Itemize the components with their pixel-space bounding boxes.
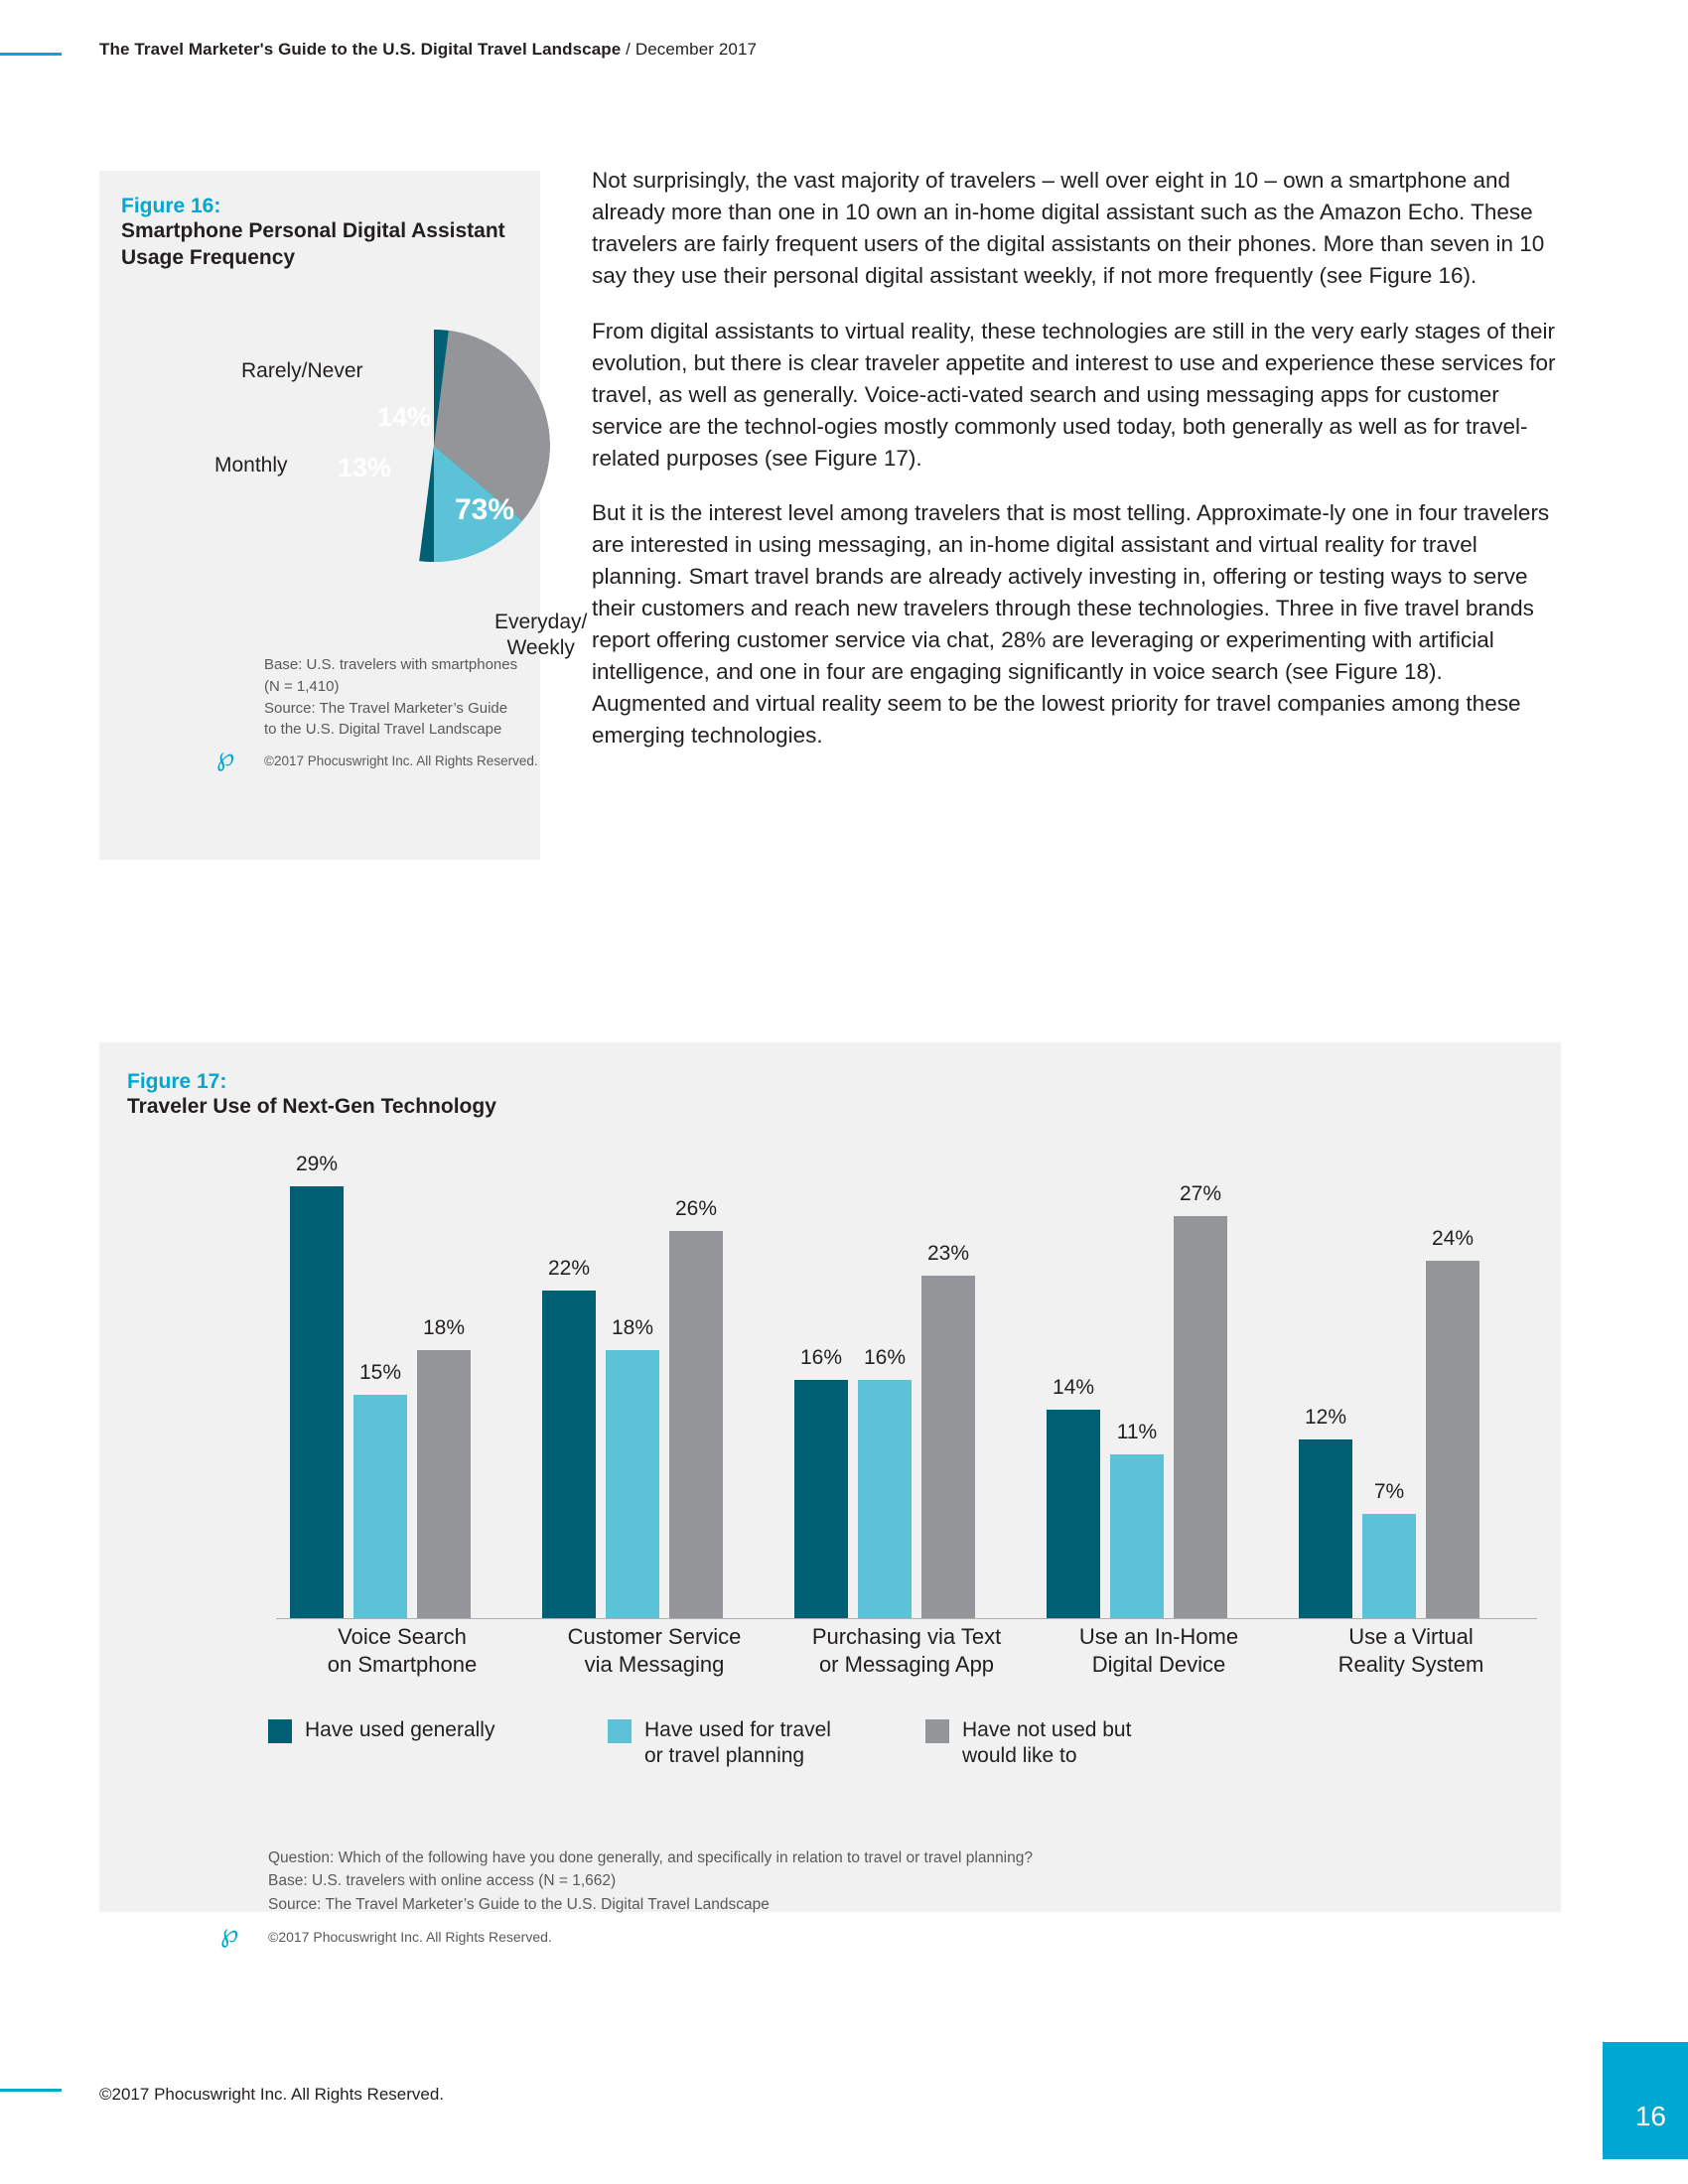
category-label-voice-search: Voice Search on Smartphone: [327, 1624, 478, 1677]
figure-17-copyright: ©2017 Phocuswright Inc. All Rights Reserved.: [268, 1929, 552, 1945]
pie-value-rarely-never: 14%: [377, 402, 432, 432]
bar-value-label: 16%: [799, 1346, 843, 1369]
figure-16-panel: [99, 171, 588, 860]
bar-in-home-travel: [1110, 1421, 1164, 1618]
category-label-virtual-reality: Use a Virtual Reality System: [1337, 1624, 1484, 1677]
bar-value-label: 29%: [295, 1153, 339, 1175]
pie-label-everyday-weekly: Everyday/ Weekly: [494, 611, 588, 660]
figure-17-label: Figure 17:: [127, 1070, 227, 1093]
pie-value-everyday-weekly: 73%: [455, 493, 515, 526]
legend-swatch-dark-icon: [268, 1719, 292, 1743]
header-separator: /: [626, 40, 631, 59]
figure-17-chart: [127, 1153, 1537, 1677]
phocuswright-logo-icon-2: ℘: [220, 1918, 239, 1948]
bar-value-label: 12%: [1304, 1406, 1347, 1429]
bar-value-label: 24%: [1431, 1227, 1475, 1250]
bar-value-label: 15%: [358, 1361, 402, 1384]
bar-value-label: 11%: [1116, 1421, 1158, 1443]
bar-purchasing-would-like: [921, 1242, 975, 1618]
legend-label-have-used-generally: Have used generally: [305, 1718, 495, 1741]
category-label-in-home-device: Use an In-Home Digital Device: [1078, 1624, 1239, 1677]
bar-value-label: 7%: [1373, 1480, 1405, 1503]
bar-chart-plot-area: [276, 1153, 1537, 1619]
page-header: [0, 40, 1688, 69]
figure-16-notes: Base: U.S. travelers with smartphones (N = 1,410) Source: The Travel Marketer’s Guide to the U.S. Digital Travel Landscape: [264, 656, 518, 739]
bar-in-home-would-like: [1174, 1182, 1227, 1618]
header-title-line: [99, 40, 757, 60]
bar-value-label: 27%: [1179, 1182, 1222, 1205]
pie-value-monthly: 13%: [338, 453, 392, 482]
category-label-purchasing: Purchasing via Text or Messaging App: [811, 1624, 1002, 1677]
legend-swatch-gray-icon: [925, 1719, 949, 1743]
bar-voice-search-would-like: [417, 1316, 471, 1618]
bar-customer-service-would-like: [669, 1197, 723, 1618]
figure-16-label: Figure 16:: [121, 195, 221, 217]
bar-chart-category-labels: [276, 1623, 1537, 1683]
bar-vr-generally: [1299, 1406, 1352, 1618]
bar-group-voice-search: [276, 1153, 528, 1618]
phocuswright-logo-icon: ℘: [216, 742, 235, 771]
bar-group-customer-service: [528, 1171, 780, 1618]
pie-label-monthly: Monthly: [214, 454, 288, 477]
bar-value-label: 14%: [1052, 1376, 1095, 1399]
legend-item-have-used-generally: [268, 1717, 494, 1743]
figure-17-legend: [268, 1717, 1460, 1777]
bar-value-label: 16%: [863, 1346, 907, 1369]
figure-16-chart: [99, 300, 588, 660]
bar-group-purchasing: [780, 1171, 1033, 1618]
figure-16-title: Smartphone Personal Digital Assistant Usage Frequency: [121, 219, 505, 269]
body-paragraph-3: But it is the interest level among travelers that is most telling. Approximate-ly one in four travelers are interested in using messaging, an in-home digital assistant and virtual reality for travel planning. Smart travel brands are already actively investing in, offering or testing ways to serve their customers and reach new travelers through these technologies. Three in five travel brands report offering customer service via chat, 28% are leveraging or experimenting with artificial intelligence, and one in four are engaging significantly in voice search (see Figure 18). Augmented and virtual reality seem to be the lowest priority for travel companies among these emerging technologies.: [592, 500, 1550, 748]
bar-voice-search-travel: [353, 1361, 407, 1618]
bar-value-label: 18%: [611, 1316, 654, 1339]
body-paragraph-1: Not surprisingly, the vast majority of travelers – well over eight in 10 – own a smartphone and already more than one in 10 own an in-home digital assistant such as the Amazon Echo. These travelers are fairly frequent users of the digital assistants on their phones. More than seven in 10 say they use their personal digital assistant weekly, if not more frequently (see Figure 16).: [592, 168, 1545, 288]
bar-vr-would-like: [1426, 1227, 1479, 1618]
figure-16-copyright: ©2017 Phocuswright Inc. All Rights Reserved.: [264, 753, 538, 768]
bar-purchasing-travel: [858, 1346, 912, 1618]
header-title: The Travel Marketer's Guide to the U.S. Digital Travel Landscape: [99, 40, 622, 59]
footer-accent-rule: [0, 2089, 62, 2092]
bar-value-label: 26%: [674, 1197, 718, 1220]
bar-vr-travel: [1362, 1480, 1416, 1618]
article-body: [592, 165, 1560, 775]
bar-group-in-home-device: [1033, 1171, 1285, 1618]
bar-voice-search-generally: [290, 1153, 344, 1618]
pie-chart-svg: [305, 317, 563, 575]
footer-copyright: ©2017 Phocuswright Inc. All Rights Reserved.: [99, 2085, 445, 2104]
legend-label-have-not-used: Have not used but would like to: [962, 1718, 1132, 1768]
legend-item-have-not-used: [925, 1717, 1184, 1770]
figure-16-header: [121, 195, 518, 272]
pie-label-rarely-never: Rarely/Never: [241, 359, 363, 382]
legend-label-have-used-for-travel: Have used for travel or travel planning: [644, 1718, 831, 1768]
bar-value-label: 18%: [422, 1316, 466, 1339]
bar-value-label: 22%: [547, 1257, 591, 1280]
category-label-customer-service: Customer Service via Messaging: [567, 1624, 742, 1677]
body-paragraph-2: From digital assistants to virtual reality, these technologies are still in the very early stages of their evolution, but there is clear traveler appetite and interest to use and experience these services for travel, as well as generally. Voice-acti-vated search and using messaging apps for customer service are the technol-ogies mostly commonly used today, both generally as well as for travel-related purposes (see Figure 17).: [592, 318, 1556, 471]
bar-value-label: 23%: [926, 1242, 970, 1265]
legend-swatch-light-icon: [608, 1719, 632, 1743]
page-number: 16: [1634, 2101, 1666, 2131]
legend-item-have-used-for-travel: [608, 1717, 856, 1770]
bar-customer-service-generally: [542, 1257, 596, 1618]
figure-17-title: Traveler Use of Next-Gen Technology: [127, 1095, 496, 1118]
bar-group-virtual-reality: [1285, 1171, 1537, 1618]
bar-purchasing-generally: [794, 1346, 848, 1618]
figure-17-notes: Question: Which of the following have you done generally, and specifically in relation to travel or travel planning? Base: U.S. travelers with online access (N = 1,662) Source: The Travel Marketer’s Guide to the U.S. Digital Travel Landscape: [268, 1849, 1033, 1913]
figure-17-header: [127, 1070, 1021, 1121]
bar-in-home-generally: [1047, 1376, 1100, 1618]
header-date: December 2017: [634, 40, 758, 59]
bar-customer-service-travel: [606, 1316, 659, 1618]
figure-17-panel: [99, 1042, 1561, 1948]
header-accent-rule: [0, 53, 62, 56]
